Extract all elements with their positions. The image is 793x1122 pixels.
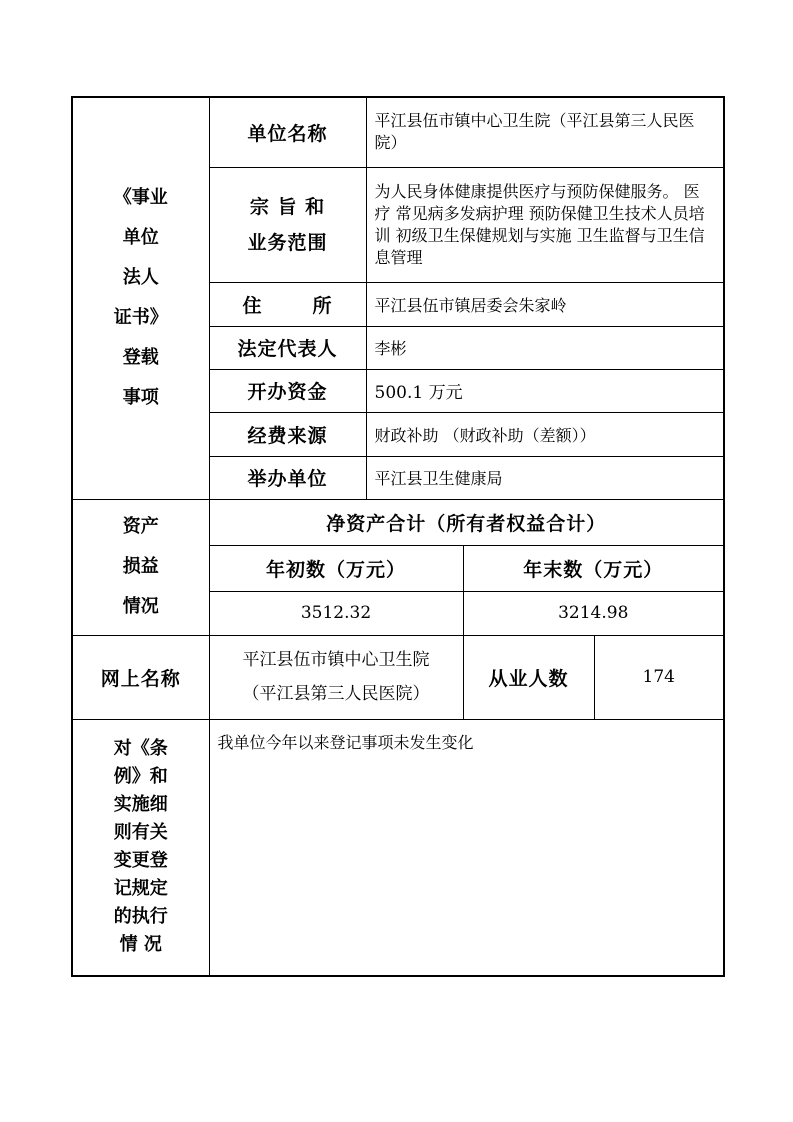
unit-name-label: 单位名称 [209, 97, 366, 167]
side-title-line: 的执行 [113, 906, 168, 928]
side-title-line: 登载 [122, 347, 159, 369]
side-title-line: 《事业 [113, 187, 168, 209]
purpose-scope-label [209, 167, 366, 282]
staff-count-value: 174 [594, 635, 724, 719]
row-net-assets-header [72, 499, 724, 545]
side-title-line: 记规定 [113, 878, 168, 900]
side-title-line: 情况 [122, 596, 159, 617]
side-title-line: 损益 [122, 556, 159, 577]
end-of-year-header: 年末数（万元） [463, 545, 724, 591]
row-unit-name [72, 97, 724, 167]
capital-label: 开办资金 [209, 369, 366, 412]
sponsor-label: 举办单位 [209, 456, 366, 499]
changes-section-title [72, 719, 209, 976]
side-title-line: 情 况 [119, 934, 162, 956]
funding-value: 财政补助 （财政补助（差额）） [366, 412, 724, 456]
purpose-scope-value: 为人民身体健康提供医疗与预防保健服务。 医疗 常见病多发病护理 预防保健卫生技术人员培训 初级卫生保健规划与实施 卫生监督与卫生信息管理 [366, 167, 724, 282]
address-label-right: 所 [312, 294, 333, 317]
side-title-line: 实施细 [113, 794, 168, 816]
address-value: 平江县伍市镇居委会朱家岭 [366, 282, 724, 326]
legal-rep-label: 法定代表人 [209, 326, 366, 369]
registration-form-table [71, 96, 725, 977]
funding-label: 经费来源 [209, 412, 366, 456]
net-assets-header: 净资产合计（所有者权益合计） [209, 499, 724, 545]
row-online-name [72, 635, 724, 719]
side-title-line: 法人 [122, 267, 159, 289]
address-label [209, 282, 366, 326]
side-title-line: 事项 [122, 387, 159, 409]
purpose-label-line1: 宗 旨 和 [249, 195, 326, 218]
online-name-line2: （平江县第三人民医院） [242, 684, 430, 704]
side-title-line: 对《条 [113, 738, 168, 760]
capital-value: 500.1 万元 [366, 369, 724, 412]
sponsor-value: 平江县卫生健康局 [366, 456, 724, 499]
side-title-line: 变更登 [113, 850, 168, 872]
online-name-label: 网上名称 [72, 635, 209, 719]
side-title-line: 证书》 [113, 307, 168, 329]
staff-count-label: 从业人数 [463, 635, 594, 719]
begin-of-year-value: 3512.32 [209, 591, 463, 635]
begin-of-year-header: 年初数（万元） [209, 545, 463, 591]
legal-rep-value: 李彬 [366, 326, 724, 369]
row-change-compliance [72, 719, 724, 976]
certificate-section-title [72, 97, 209, 499]
side-title-line: 单位 [122, 227, 159, 249]
assets-section-title [72, 499, 209, 635]
purpose-label-line2: 业务范围 [247, 231, 328, 254]
changes-value: 我单位今年以来登记事项未发生变化 [209, 719, 724, 976]
online-name-value [209, 635, 463, 719]
side-title-line: 资产 [122, 516, 159, 537]
side-title-line: 则有关 [113, 822, 168, 844]
address-label-left: 住 [242, 294, 263, 317]
online-name-line1: 平江县伍市镇中心卫生院 [242, 650, 430, 670]
unit-name-value: 平江县伍市镇中心卫生院（平江县第三人民医院） [366, 97, 724, 167]
end-of-year-value: 3214.98 [463, 591, 724, 635]
side-title-line: 例》和 [113, 766, 168, 788]
